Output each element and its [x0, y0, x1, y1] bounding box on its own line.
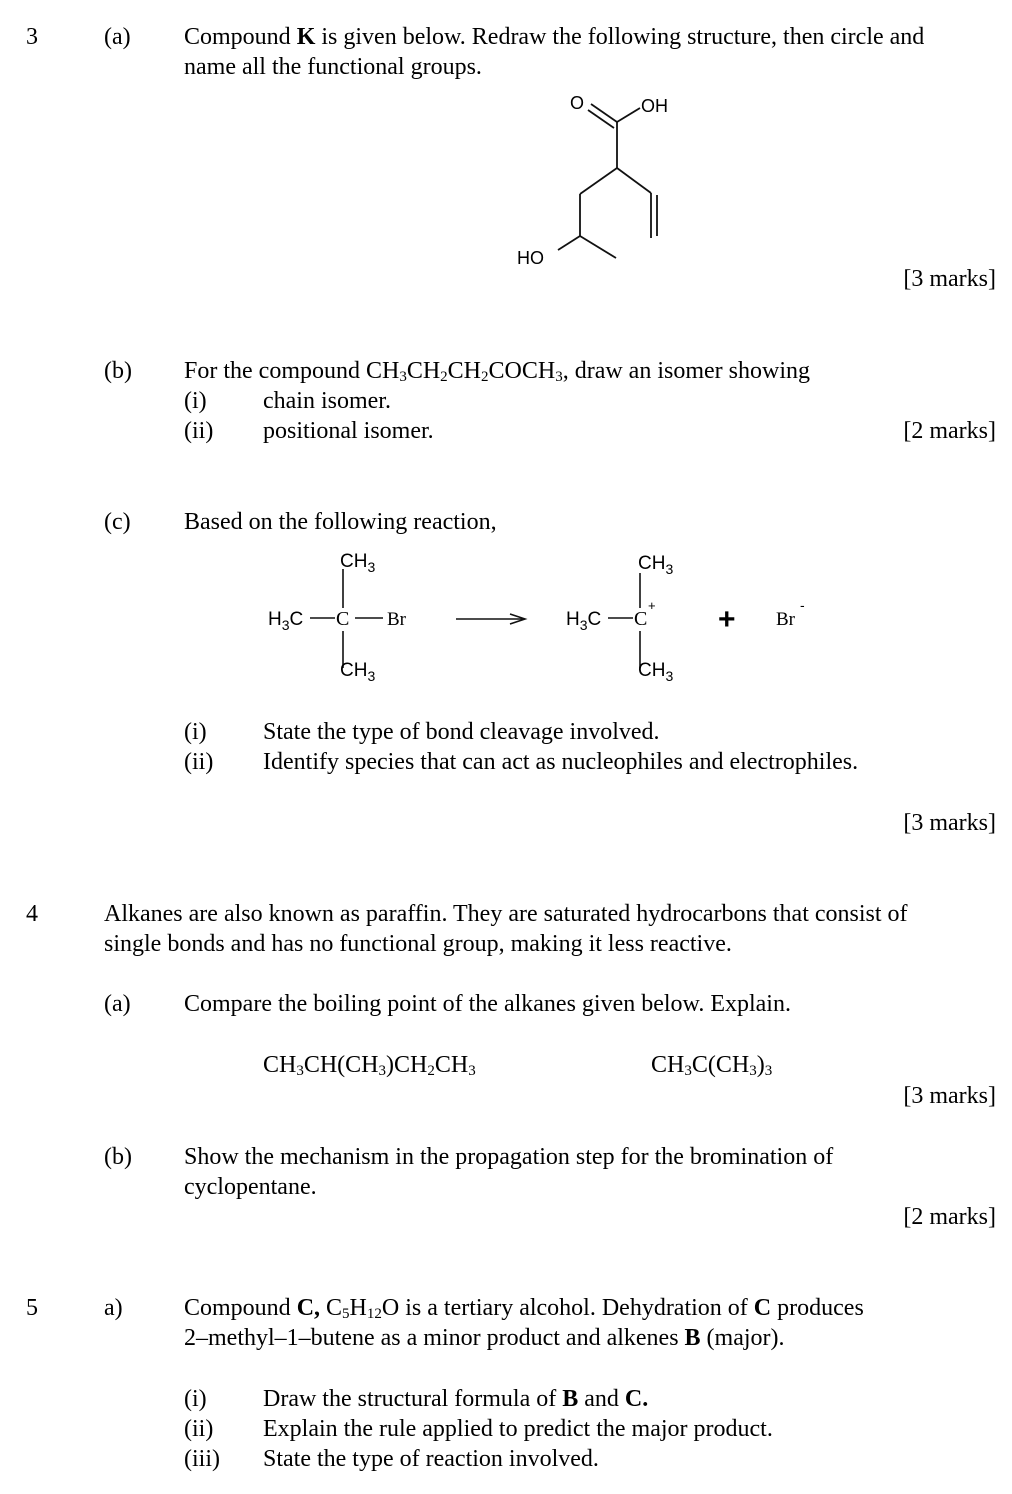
q5a-item-i-text: Draw the structural formula of B and C.	[263, 1386, 649, 1412]
carbocation-carbon: C	[634, 608, 648, 630]
q5a-item-iii-num: (iii)	[184, 1446, 220, 1472]
q3c-marks: [3 marks]	[903, 810, 996, 836]
compound-k-label: K	[296, 24, 316, 50]
part-label-4a: (a)	[104, 991, 131, 1017]
hydroxyl-label: OH	[641, 96, 668, 116]
alkane-formula-2: $CH_3C(CH_3)_3$	[651, 1052, 773, 1079]
q3b-item-i-text: chain isomer.	[263, 388, 391, 414]
q3a-text-line2: name all the functional groups.	[184, 54, 482, 80]
q5a-text-line2: 2–methyl–1–butene as a minor product and alkenes B (major).	[184, 1325, 785, 1351]
part-label-4b: (b)	[104, 1144, 132, 1170]
plus-sign: +	[718, 603, 736, 636]
part-label-5a: a)	[104, 1295, 123, 1321]
reactant-bromine: Br	[387, 609, 406, 630]
q4b-text-line1: Show the mechanism in the propagation step for the bromination of	[184, 1144, 834, 1170]
q4-intro-line2: single bonds and has no functional group, making it less reactive.	[104, 931, 732, 957]
q4-intro-line1: Alkanes are also known as paraffin. They are saturated hydrocarbons that consist of	[104, 901, 908, 927]
part-label-3c: (c)	[104, 509, 131, 535]
product-bottom-methyl: $CH_3$	[638, 660, 674, 684]
alkane-formula-1: $CH_3CH(CH_3)CH_2CH_3$	[263, 1052, 476, 1079]
q3a-marks: [3 marks]	[903, 266, 996, 292]
reaction-scheme	[260, 540, 820, 690]
q3b-item-i-num: (i)	[184, 388, 207, 414]
q3b-item-ii-num: (ii)	[184, 418, 214, 444]
reactant-left-methyl: $H_3C$	[268, 609, 304, 633]
oxygen-label: O	[570, 93, 585, 113]
part-label-3a: (a)	[104, 24, 131, 50]
positive-charge: +	[648, 598, 656, 613]
question-number-5: 5	[26, 1295, 38, 1321]
compound-k-structure	[500, 86, 700, 276]
q3c-item-ii-num: (ii)	[184, 749, 214, 775]
bromide-ion: Br	[776, 609, 795, 630]
q5a-item-i-num: (i)	[184, 1386, 207, 1412]
q3c-item-i-num: (i)	[184, 719, 207, 745]
q3b-text-line1: For the compound $CH_3CH_2CH_2COCH_3$, draw an isomer showing	[184, 358, 810, 385]
q4a-text: Compare the boiling point of the alkanes given below. Explain.	[184, 991, 791, 1017]
product-left-methyl: $H_3C$	[566, 609, 602, 633]
reactant-bottom-methyl: $CH_3$	[340, 660, 376, 684]
negative-charge: -	[800, 597, 805, 613]
q4a-marks: [3 marks]	[903, 1083, 996, 1109]
product-top-methyl: $CH_3$	[638, 553, 674, 577]
q3c-item-i-text: State the type of bond cleavage involved.	[263, 719, 660, 745]
q3b-item-ii-text: positional isomer.	[263, 418, 434, 444]
ketone-formula: $CH_3CH_2CH_2COCH_3$	[365, 358, 563, 385]
q3a-text-line1: Compound K is given below. Redraw the following structure, then circle and	[184, 24, 925, 50]
q4b-text-line2: cyclopentane.	[184, 1174, 317, 1200]
q5a-item-iii-text: State the type of reaction involved.	[263, 1446, 599, 1472]
alcohol-formula: $C_5H_{12}O$	[326, 1295, 400, 1322]
part-label-3b: (b)	[104, 358, 132, 384]
q3c-item-ii-text: Identify species that can act as nucleophiles and electrophiles.	[263, 749, 859, 775]
q4b-marks: [2 marks]	[903, 1204, 996, 1230]
q3c-intro: Based on the following reaction,	[184, 509, 497, 535]
ho-label: HO	[517, 248, 544, 268]
q5a-text-line1: Compound C, $C_5H_{12}O$ is a tertiary alcohol. Dehydration of C produces	[184, 1295, 864, 1322]
question-number-4: 4	[26, 901, 38, 927]
reactant-central-carbon: C	[336, 608, 350, 630]
q3b-marks: [2 marks]	[903, 418, 996, 444]
reactant-top-methyl: $CH_3$	[340, 551, 376, 575]
question-number-3: 3	[26, 24, 38, 50]
q5a-item-ii-text: Explain the rule applied to predict the major product.	[263, 1416, 773, 1442]
q5a-item-ii-num: (ii)	[184, 1416, 214, 1442]
